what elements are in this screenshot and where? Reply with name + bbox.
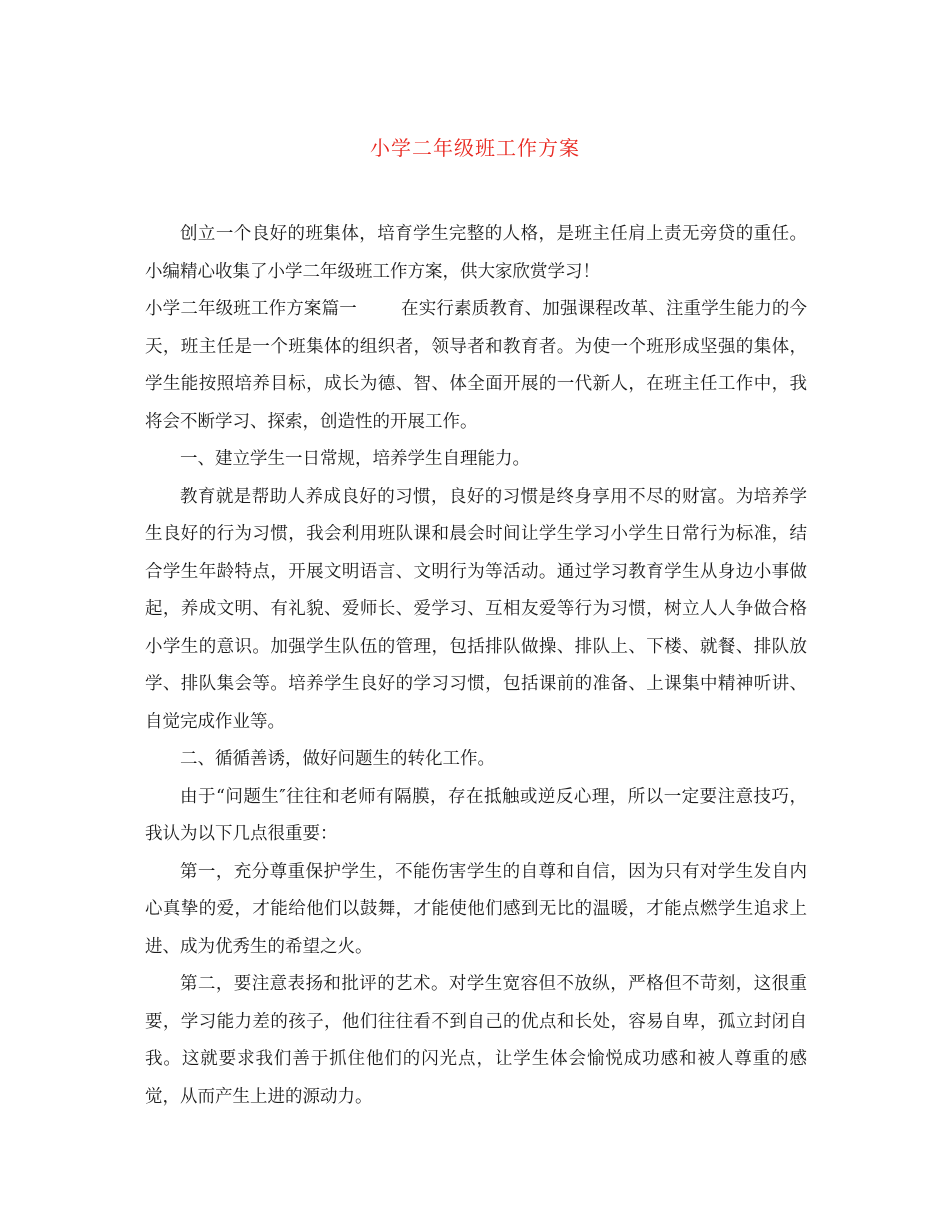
document-body: [145, 216, 807, 1116]
intro-paragraph: 创立一个良好的班集体，培育学生完整的人格，是班主任肩上责无旁贷的重任。小编精心收集了小学二年级班工作方案，供大家欣赏学习！: [145, 224, 807, 282]
section-intro-text: 在实行素质教育、加强课程改革、注重学生能力的今天，班主任是一个班集体的组织者，领导者和教育者。为使一个班形成坚强的集体，学生能按照培养目标，成长为德、智、体全面开展的一代新人，在班主任工作中，我将会不断学习、探索，创造性的开展工作。: [145, 299, 808, 432]
section-heading: 小学二年级班工作方案篇一: [145, 299, 357, 319]
heading-two: 二、循循善诱，做好问题生的转化工作。: [180, 749, 495, 769]
section-one-paragraph: [145, 291, 807, 441]
document-title: 小学二年级班工作方案: [370, 136, 580, 160]
paragraph-point-two: 第二，要注意表扬和批评的艺术。对学生宽容但不放纵，严格但不苛刻，这很重要，学习能力差的孩子，他们往往看不到自己的优点和长处，容易自卑，孤立封闭自我。这就要求我们善于抓住他们的闪光点，让学生体会愉悦成功感和被人尊重的感觉，从而产生上进的源动力。: [145, 974, 807, 1107]
paragraph-habits: 教育就是帮助人养成良好的习惯，良好的习惯是终身享用不尽的财富。为培养学生良好的行为习惯，我会利用班队课和晨会时间让学生学习小学生日常行为标准，结合学生年龄特点，开展文明语言、文明行为等活动。通过学习教育学生从身边小事做起，养成文明、有礼貌、爱师长、爱学习、互相友爱等行为习惯，树立人人争做合格小学生的意识。加强学生队伍的管理，包括排队做操、排队上、下楼、就餐、排队放学、排队集会等。培养学生良好的学习习惯，包括课前的准备、上课集中精神听讲、自觉完成作业等。: [145, 486, 807, 732]
paragraph-problem-students: 由于“问题生″往往和老师有隔膜，存在抵触或逆反心理，所以一定要注意技巧，我认为以下几点很重要：: [145, 786, 807, 844]
paragraph-point-one: 第一，充分尊重保护学生，不能伤害学生的自尊和自信，因为只有对学生发自内心真挚的爱，才能给他们以鼓舞，才能使他们感到无比的温暖，才能点燃学生追求上进、成为优秀生的希望之火。: [145, 861, 807, 957]
heading-one: 一、建立学生一日常规，培养学生自理能力。: [180, 449, 530, 469]
